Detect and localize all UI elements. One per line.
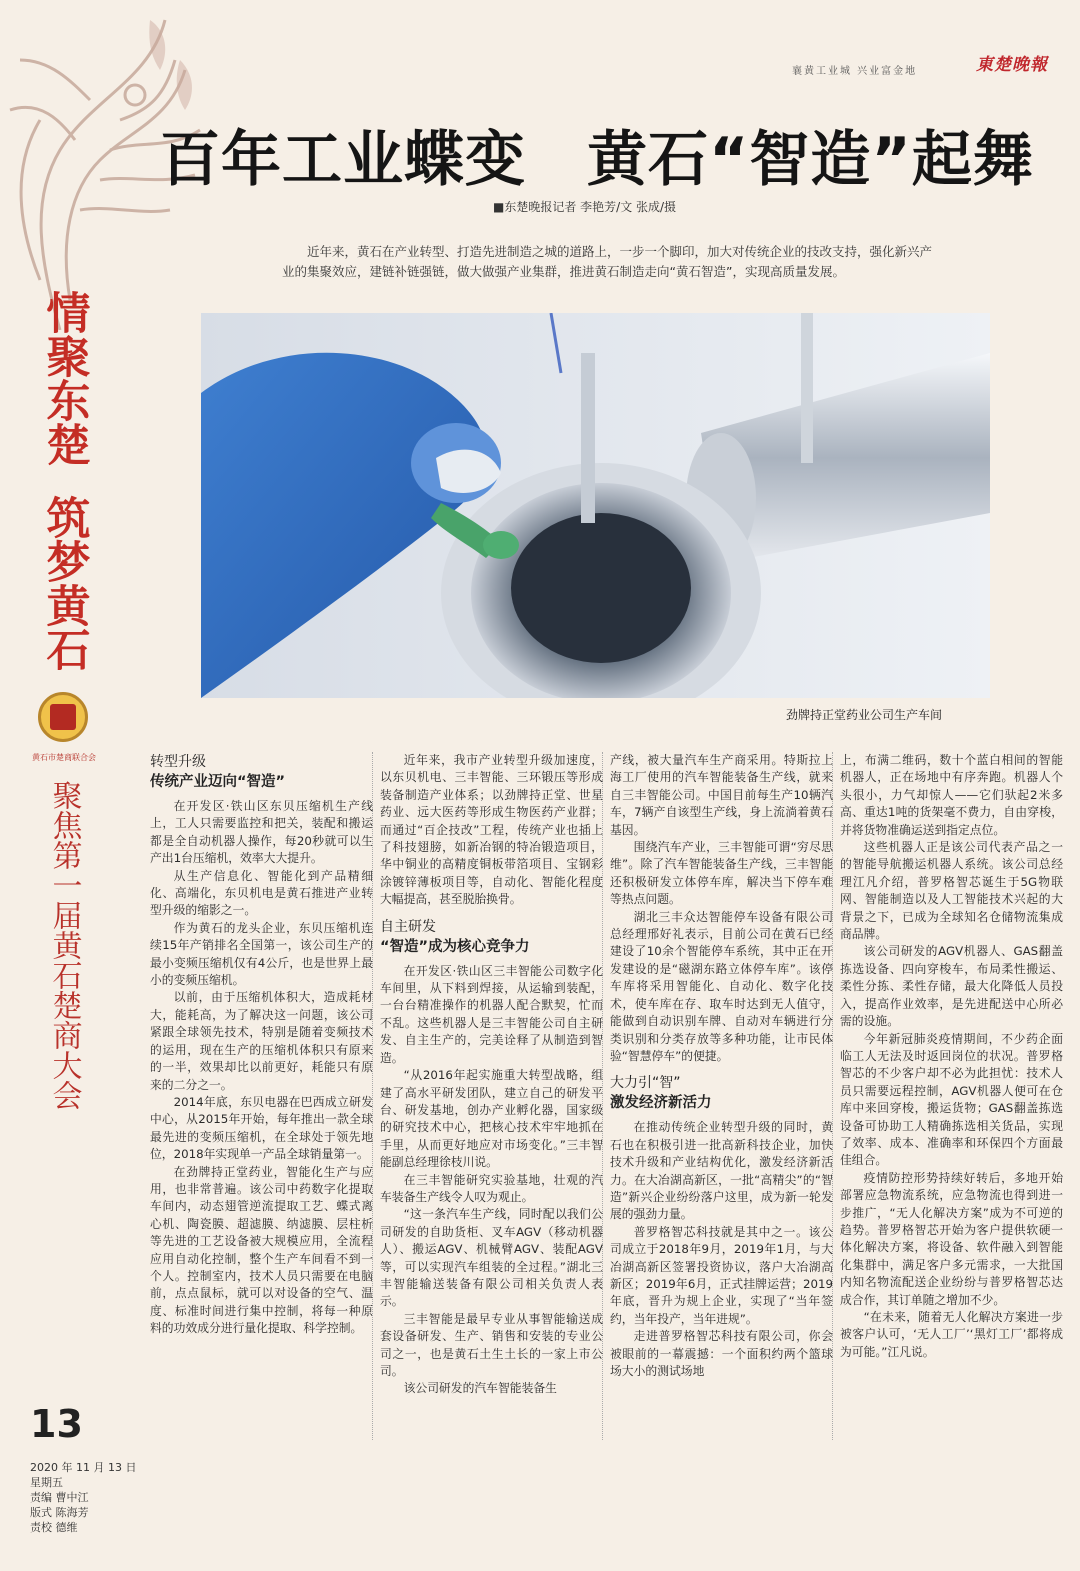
paragraph: 从生产信息化、智能化到产品精细化、高端化，东贝机电是黄石推进产业转型升级的缩影之一。 xyxy=(150,868,373,918)
association-seal-icon xyxy=(38,692,88,742)
page-number: 13 xyxy=(30,1402,83,1446)
paragraph: “在未来，随着无人化解决方案进一步被客户认可，‘无人工厂’‘黑灯工厂’都将成为可能。”江凡说。 xyxy=(840,1310,1063,1359)
subhead-kicker: 转型升级 xyxy=(150,754,206,770)
paragraph: 近年来，我市产业转型升级加速度，以东贝机电、三丰智能、三环锻压等形成装备制造产业体系；以劲牌持正堂、世星药业、远大医药等形成生物医药产业群；而通过“百企技改”工程，传统产业也插上了科技翅膀，如新冶钢的特冶锻造项目，华中铜业的高精度铜板带箔项目、宝钢彩涂镀锌薄板项目等，自动化、智能化程度大幅提高，甚至脱胎换骨。 xyxy=(380,753,603,907)
association-caption: 黄石市楚商联合会 xyxy=(32,753,96,762)
vertical-title-1: 情聚东楚 xyxy=(38,290,90,466)
masthead-logo: 東楚晚報 xyxy=(976,55,1048,75)
subhead-block xyxy=(380,917,603,957)
paragraph: 疫情防控形势持续好转后，多地开始部署应急物流系统，应急物流也得到进一步推广，“无人化解决方案”成为不可逆的趋势。普罗格智芯开始为客户提供软硬一体化解决方案，将设备、软件融入到智能化集群中，满足客户多元需求，一大批国内知名物流配送企业纷纷与普罗格智芯达成合作，其订单随之增加不少。 xyxy=(840,1170,1063,1307)
paragraph: 围绕汽车产业，三丰智能可谓“穷尽思维”。除了汽车智能装备生产线，三丰智能还积极研发立体停车库，解决当下停车难等热点问题。 xyxy=(610,840,833,907)
paragraph: 上，布满二维码，数十个蓝白相间的智能机器人，正在场地中有序奔跑。机器人个头很小，力气却惊人——它们驮起2米多高、重达1吨的货架毫不费力，自由穿梭，并将货物准确运送到指定点位。 xyxy=(840,753,1063,837)
paragraph: 湖北三丰众达智能停车设备有限公司总经理邢好礼表示，目前公司在黄石已经建设了10余个智能停车系统，其中正在开发建设的是“磁湖东路立体停车库”。该停车库将采用智能化、自动化、数字化技术，使车库在存、取车时达到无人值守，能做到自动识别车牌、自动对车辆进行分类识别和分类存放等多种功能，让市民体验“智慧停车”的便捷。 xyxy=(610,909,833,1063)
paragraph: 在三丰智能研究实验基地，壮观的汽车装备生产线令人叹为观止。 xyxy=(380,1172,603,1204)
paragraph: 以前，由于压缩机体积大，造成耗材大，能耗高，为了解决这一问题，该公司紧跟全球领先技术，特别是随着变频技术的运用，现在生产的压缩机体积只有原来的一半，效果却比以前更好，耗能只有原来的二分之一。 xyxy=(150,990,373,1092)
issue-date: 2020 年 11 月 13 日 xyxy=(30,1461,137,1474)
article-column-4 xyxy=(840,752,1063,1361)
paragraph: “这一条汽车生产线，同时配以我们公司研发的自助货柜、叉车AGV（移动机器人）、搬运AGV、机械臂AGV、装配AGV等，可以实现汽车组装的全过程。”湖北三丰智能输送装备有限公司相关负责人表示。 xyxy=(380,1207,603,1309)
proof-credit: 责校 德维 xyxy=(30,1521,78,1534)
paragraph: 走进普罗格智芯科技有限公司，你会被眼前的一幕震撼：一个面积约两个篮球场大小的测试场地 xyxy=(610,1329,833,1378)
lead-paragraph: 近年来，黄石在产业转型、打造先进制造之城的道路上，一步一个脚印，加大对传统企业的技改支持，强化新兴产业的集聚效应，建链补链强链，做大做强产业集群，推进黄石制造走向“黄石智造”，实现高质量发展。 xyxy=(282,244,933,279)
paragraph: 产线，被大量汽车生产商采用。特斯拉上海工厂使用的汽车智能装备生产线，就来自三丰智能公司。中国目前每生产10辆汽车，7辆产自该型生产线，身上流淌着黄石基因。 xyxy=(610,753,833,837)
subhead-title: “智造”成为核心竞争力 xyxy=(380,938,530,955)
vertical-title xyxy=(34,290,94,680)
paragraph: “从2016年起实施重大转型战略，组建了高水平研发团队，建立自己的研发平台、研发基地，创办产业孵化器，国家级的研究技术中心，把核心技术牢牢地抓在手里，从而更好地应对市场变化。”三丰智能副总经理徐枝川说。 xyxy=(380,1068,603,1170)
subhead-title: 激发经济新活力 xyxy=(610,1095,712,1112)
subhead-title: 传统产业迈向“智造” xyxy=(150,774,286,790)
article-column-2 xyxy=(380,752,603,1398)
masthead-slogan: 襄黄工业城 兴业富金地 xyxy=(792,66,918,77)
paragraph: 普罗格智芯科技就是其中之一。该公司成立于2018年9月，2019年1月，与大冶湖高新区签署投资协议，落户大冶湖高新区；2019年6月，正式挂牌运营；2019年底，晋升为规上企业，实现了“当年签约，当年投产，当年进规”。 xyxy=(610,1224,833,1326)
paragraph: 在开发区·铁山区东贝压缩机生产线上，工人只需要监控和把关，装配和搬运都是全自动机器人操作，每20秒就可以生产出1台压缩机，效率大大提升。 xyxy=(150,799,373,866)
subhead-block xyxy=(150,752,373,792)
paragraph: 作为黄石的龙头企业，东贝压缩机连续15年产销排名全国第一，该公司生产的最小变频压缩机仅有4公斤，也是世界上最小的变频压缩机。 xyxy=(150,920,373,988)
vertical-subtitle xyxy=(44,780,84,1119)
photo-caption: 劲牌持正堂药业公司生产车间 xyxy=(786,708,943,722)
article-column-3 xyxy=(610,752,833,1380)
paragraph: 今年新冠肺炎疫情期间，不少药企面临工人无法及时返回岗位的状况。普罗格智芯的不少客户却不必为此担忧：技术人员只需要远程控制，AGV机器人便可在仓库中来回穿梭，搬运货物；GAS翻盖拣选设备可协助工人精确拣选相关货品，实现了效率、成本、准确率和环保四个方面最佳组合。 xyxy=(840,1031,1063,1168)
layout-credit: 版式 陈海芳 xyxy=(30,1506,89,1519)
paragraph: 2014年底，东贝电器在巴西成立研发中心，从2015年开始，每年推出一款全球最先进的变频压缩机，在全球处于领先地位，2018年实现单一产品全球销量第一。 xyxy=(150,1094,373,1162)
paragraph: 在推动传统企业转型升级的同时，黄石也在积极引进一批高新科技企业，加快技术升级和产业结构优化，激发经济新活力。在大冶湖高新区，一批“高精尖”的“智造”新兴企业纷纷落户这里，成为新一轮发展的强劲力量。 xyxy=(610,1120,833,1222)
paragraph: 该公司研发的AGV机器人、GAS翻盖拣选设备、四向穿梭车，布局柔性搬运、柔性分拣、柔性存储，最大化降低人员投入，提高作业效率，是先进配送中心所必需的设施。 xyxy=(840,944,1063,1029)
factory-photo xyxy=(201,313,990,698)
paragraph: 这些机器人正是该公司代表产品之一的智能导航搬运机器人系统。该公司总经理江凡介绍，普罗格智芯诞生于5G物联网、智能制造以及人工智能技术兴起的大背景之下，已成为全球知名仓储物流集成商品牌。 xyxy=(840,840,1063,942)
paragraph: 在开发区·铁山区三丰智能公司数字化车间里，从下料到焊接，从运输到装配，一台台精准操作的机器人配合默契，忙而不乱。这些机器人是三丰智能公司自主研发、自主生产的，完美诠释了从制造到智造。 xyxy=(380,963,603,1065)
vertical-subtitle-text: 聚焦第一届黄石楚商大会 xyxy=(46,780,82,1110)
subhead-kicker: 自主研发 xyxy=(380,918,436,935)
editor-credit: 责编 曹中江 xyxy=(30,1491,89,1504)
subhead-block xyxy=(610,1073,833,1113)
paragraph: 在劲牌持正堂药业，智能化生产与应用，也非常普遍。该公司中药数字化提取车间内，动态翅管逆流提取工艺、蝶式离心机、陶瓷膜、超滤膜、纳滤膜、层柱析等先进的工艺设备被大规模应用，全流程应用自动化控制，整个生产车间看不到一个人。控制室内，技术人员只需要在电脑前，点点鼠标，就可以对设备的空气、温度、标准时间进行集中控制，将每一种原料的功效成分进行量化提取、科学控制。 xyxy=(150,1164,373,1336)
paragraph: 该公司研发的汽车智能装备生 xyxy=(403,1381,557,1396)
subhead-kicker: 大力引“智” xyxy=(610,1075,681,1092)
issue-weekday: 星期五 xyxy=(30,1476,63,1489)
headline: 百年工业蝶变 黄石“智造”起舞 xyxy=(160,125,1034,195)
paragraph: 三丰智能是最早专业从事智能输送成套设备研发、生产、销售和安装的专业公司之一，也是黄石土生土长的一家上市公司。 xyxy=(380,1311,603,1378)
byline: ■东楚晚报记者 李艳芳/文 张成/摄 xyxy=(493,200,677,214)
article-column-1 xyxy=(150,752,373,1338)
edition-meta xyxy=(30,1460,136,1535)
vertical-title-2: 筑梦黄石 xyxy=(38,495,90,671)
